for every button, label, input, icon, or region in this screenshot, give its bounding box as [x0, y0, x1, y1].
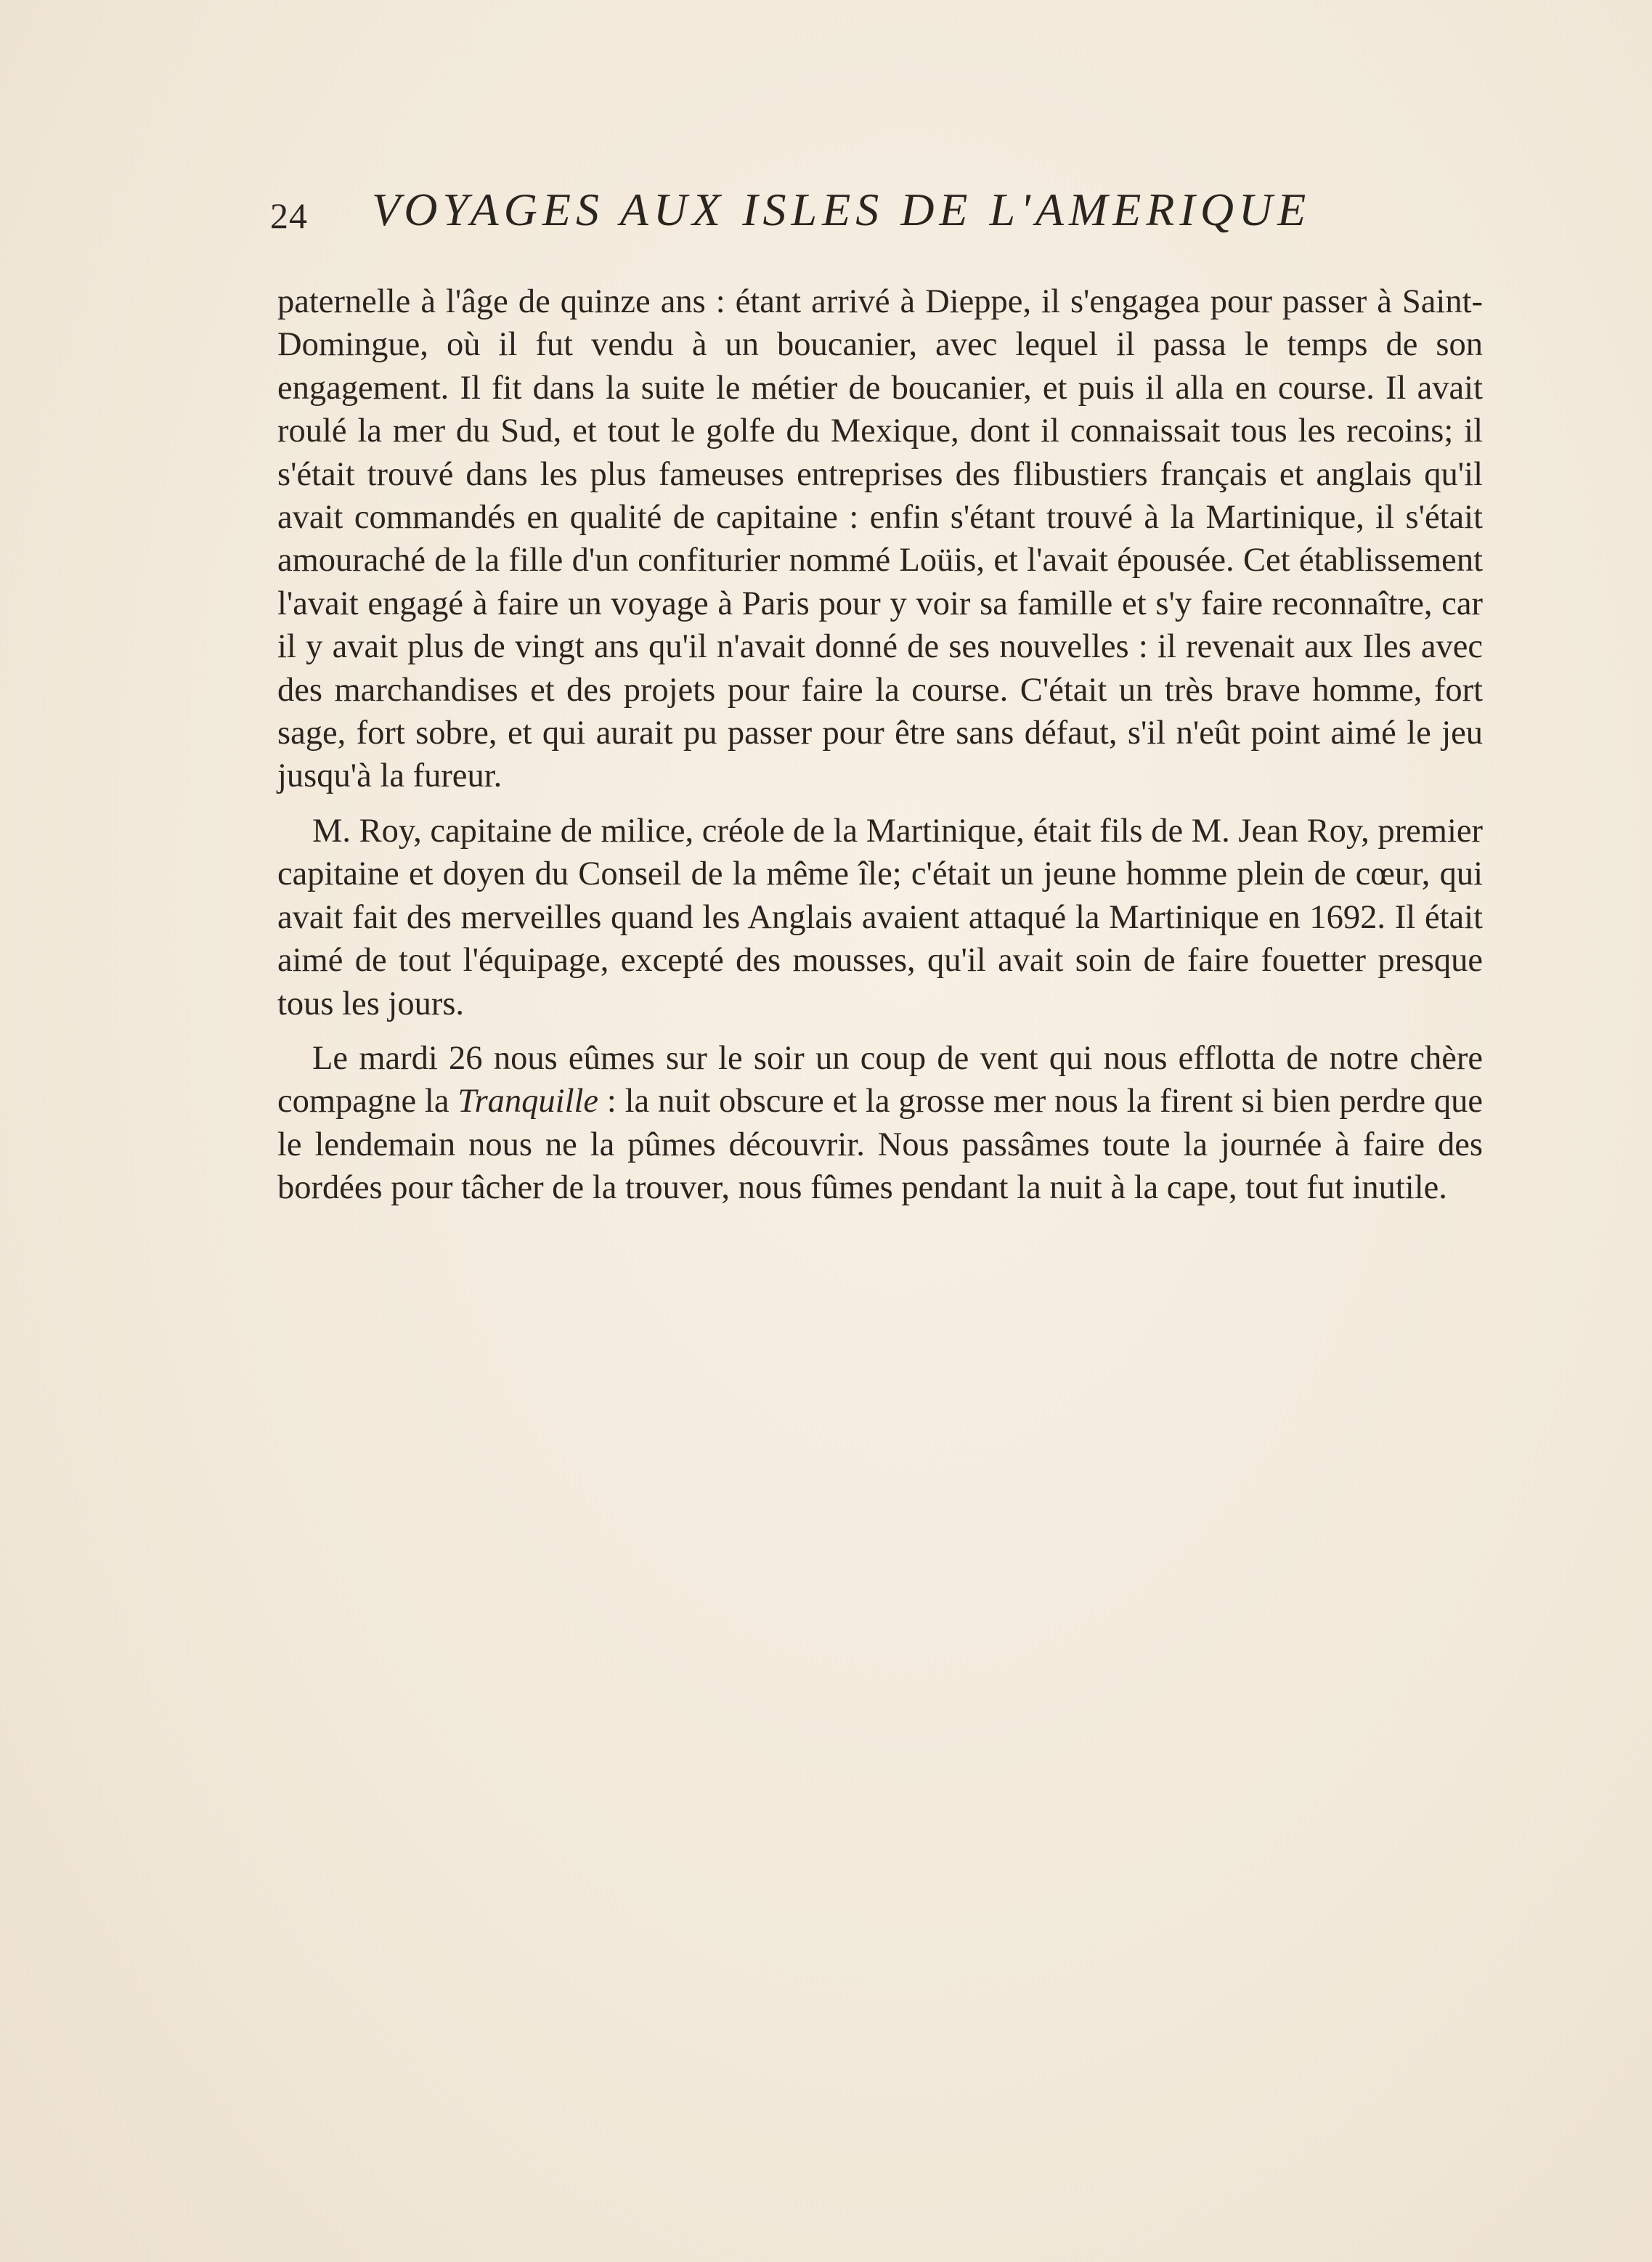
running-title: VOYAGES AUX ISLES DE L'AMERIQUE	[372, 184, 1311, 235]
paragraph-3-text-after: : la nuit obscure et la grosse mer nous la firent si bien perdre que le lendemain nous ne la pûmes découvrir. Nous passâmes toute la journée à faire des bordées pour tâcher de la trouver, nous fûmes pendant la nuit à la cape, tout fut inutile.	[277, 1083, 1483, 1207]
body-text	[277, 280, 1483, 1210]
ship-name: Tranquille	[457, 1083, 599, 1120]
paragraph-3-text-before: Le mardi 26 nous eûmes sur le soir un coup de vent qui nous efflotta de notre chère compagne la	[277, 1039, 1483, 1120]
paragraph-3	[277, 1037, 1483, 1210]
paragraph-2: M. Roy, capitaine de milice, créole de la Martinique, était fils de M. Jean Roy, premier capitaine et doyen du Conseil de la même île; c'était un jeune homme plein de cœur, qui avait fait des merveilles quand les Anglais avaient attaqué la Martinique en 1692. Il était aimé de tout l'équipage, excepté des mousses, qu'il avait soin de faire fouetter presque tous les jours.	[277, 812, 1483, 1022]
running-head	[270, 183, 1490, 241]
page-number: 24	[270, 195, 308, 236]
paragraph-1: paternelle à l'âge de quinze ans : étant arrivé à Dieppe, il s'engagea pour passer à Saint-Domingue, où il fut vendu à un boucanier, avec lequel il passa le temps de son engagement. Il fit dans la suite le métier de boucanier, et puis il alla en course. Il avait roulé la mer du Sud, et tout le golfe du Mexique, dont il connaissait tous les recoins; il s'était trouvé dans les plus fameuses entreprises des flibustiers français et anglais qu'il avait commandés en qualité de capitaine : enfin s'étant trouvé à la Martinique, il s'était amouraché de la fille d'un confiturier nommé Loüis, et l'avait épousée. Cet établissement l'avait engagé à faire un voyage à Paris pour y voir sa famille et s'y faire reconnaître, car il y avait plus de vingt ans qu'il n'avait donné de ses nouvelles : il revenait aux Iles avec des marchandises et des projets pour faire la course. C'était un très brave homme, fort sage, fort sobre, et qui aurait pu passer pour être sans défaut, s'il n'eût point aimé le jeu jusqu'à la fureur.	[277, 283, 1483, 795]
